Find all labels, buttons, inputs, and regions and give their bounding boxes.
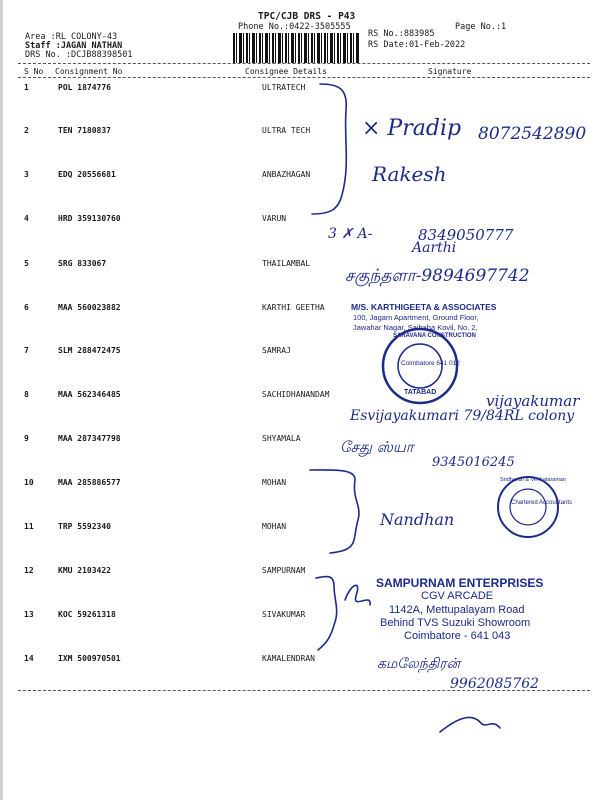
bracket-rows-12-13-icon	[316, 576, 337, 650]
area-label: Area :RL COLONY-43	[25, 32, 118, 42]
rs-number: RS No.:883985	[368, 29, 435, 39]
row-consignment: SLM 288472475	[58, 346, 121, 355]
row-consignment: HRD 359130760	[58, 214, 121, 223]
row-consignment: MAA 285886577	[58, 478, 121, 487]
row-consignee: MOHAN	[262, 478, 287, 487]
ca-seal-mid: Chartered Accountants	[511, 500, 573, 506]
row-consignee: SAMRAJ	[262, 346, 291, 355]
row4-name: Aarthi	[412, 240, 457, 256]
drs-number: DRS No. :DCJB88398501	[25, 50, 133, 60]
row-consignment: MAA 560023882	[58, 303, 121, 312]
staff-label: Staff :JAGAN NATHAN	[25, 41, 123, 51]
row-consignment: MAA 562346485	[58, 390, 121, 399]
row4-signature: 3 ✗ A-	[328, 226, 373, 242]
row-sno: 9	[24, 434, 29, 443]
round-seal-bottom: TATABAD	[404, 389, 437, 396]
row-consignment: IXM 500970501	[58, 654, 121, 663]
row-sno: 7	[24, 346, 29, 355]
row2-signature: × Pradip	[362, 116, 462, 141]
row-consignment: TEN 7180837	[58, 126, 111, 135]
row-consignee: KAMALENDRAN	[262, 654, 315, 663]
round-seal-mid: Coimbatore 641 012	[401, 360, 460, 367]
row14-phone: 9962085762	[450, 676, 540, 692]
row-sno: 5	[24, 259, 29, 268]
bracket-rows-1-3-icon	[312, 84, 346, 214]
row-consignee: VARUN	[262, 214, 287, 223]
row-consignee: ANBAZHAGAN	[262, 170, 311, 179]
row-consignment: KOC 59261318	[58, 610, 116, 619]
row-sno: 12	[24, 566, 34, 575]
row-sno: 4	[24, 214, 29, 223]
sig-row14-scribble-icon	[440, 717, 500, 732]
ca-seal-name: Sridharan & Venkataraman	[500, 477, 567, 483]
karthigeeta-stamp-line1: M/S. KARTHIGEETA & ASSOCIATES	[351, 302, 497, 312]
rs-date: RS Date:01-Feb-2022	[368, 40, 466, 50]
row14-signature: கமலேந்திரன்	[377, 656, 461, 672]
row-sno: 14	[24, 654, 34, 663]
sampurnam-line2: CGV ARCADE	[421, 590, 494, 602]
row8-name: vijayakumar	[486, 392, 580, 410]
column-sno: S No	[24, 67, 44, 76]
sampurnam-line3: 1142A, Mettupalayam Road	[389, 604, 525, 616]
row9-signature: சேது ஸ்யா	[340, 438, 414, 456]
row-consignment: EDQ 20556681	[58, 170, 116, 179]
row-consignee: SHYAMALA	[262, 434, 301, 443]
ca-seal-icon	[498, 477, 558, 537]
row8-address: Esvijayakumari 79/84RL colony	[350, 408, 575, 424]
page-number: Page No.:1	[455, 22, 507, 32]
bracket-rows-10-11-icon	[310, 470, 359, 553]
row-consignee: SAMPURNAM	[262, 566, 306, 575]
round-seal-top: SARAVANA CONSTRUCTION	[393, 333, 476, 339]
document-title: TPC/CJB DRS - P43	[258, 11, 356, 22]
row11-name: Nandhan	[380, 510, 455, 529]
row-consignee: SIVAKUMAR	[262, 610, 306, 619]
row-consignee: KARTHI GEETHA	[262, 303, 325, 312]
row-sno: 6	[24, 303, 29, 312]
row-sno: 10	[24, 478, 34, 487]
karthigeeta-stamp-line3: Jawahar Nagar, Saibaba Kovil, No. 2,	[353, 323, 478, 332]
sig-row13-scribble-icon	[345, 585, 370, 605]
row-consignment: TRP 5592340	[58, 522, 111, 531]
row2-phone: 8072542890	[478, 124, 587, 144]
sampurnam-line5: Coimbatore - 641 043	[404, 630, 511, 642]
row-consignee: ULTRA TECH	[262, 126, 311, 135]
row-consignment: MAA 287347798	[58, 434, 121, 443]
row5-signature: சகுந்தளா-9894697742	[345, 266, 530, 286]
row-consignee: SACHIDHANANDAM	[262, 390, 330, 399]
row-consignee: MOHAN	[262, 522, 287, 531]
row9-phone: 9345016245	[432, 455, 515, 470]
column-consignee: Consignee Details	[245, 67, 327, 76]
sampurnam-line4: Behind TVS Suzuki Showroom	[380, 617, 531, 629]
row-sno: 3	[24, 170, 29, 179]
row-consignee: THAILAMBAL	[262, 259, 311, 268]
row-sno: 13	[24, 610, 34, 619]
row-sno: 11	[24, 522, 34, 531]
row-consignment: SRG 833067	[58, 259, 107, 268]
row-sno: 1	[24, 83, 29, 92]
row-consignment: KMU 2103422	[58, 566, 111, 575]
column-consignment: Consignment No	[55, 67, 123, 76]
row-consignee: ULTRATECH	[262, 83, 306, 92]
row2-name: Rakesh	[372, 162, 447, 186]
phone-number: Phone No.:0422-3505555	[238, 22, 351, 32]
row-sno: 8	[24, 390, 29, 399]
karthigeeta-stamp-line2: 100, Jagam Apartment, Ground Floor,	[353, 313, 479, 322]
row-consignment: POL 1874776	[58, 83, 111, 92]
row4-phone: 8349050777	[418, 226, 514, 244]
column-signature: Signature	[428, 67, 472, 76]
row-sno: 2	[24, 126, 29, 135]
sampurnam-name: SAMPURNAM ENTERPRISES	[376, 576, 544, 590]
